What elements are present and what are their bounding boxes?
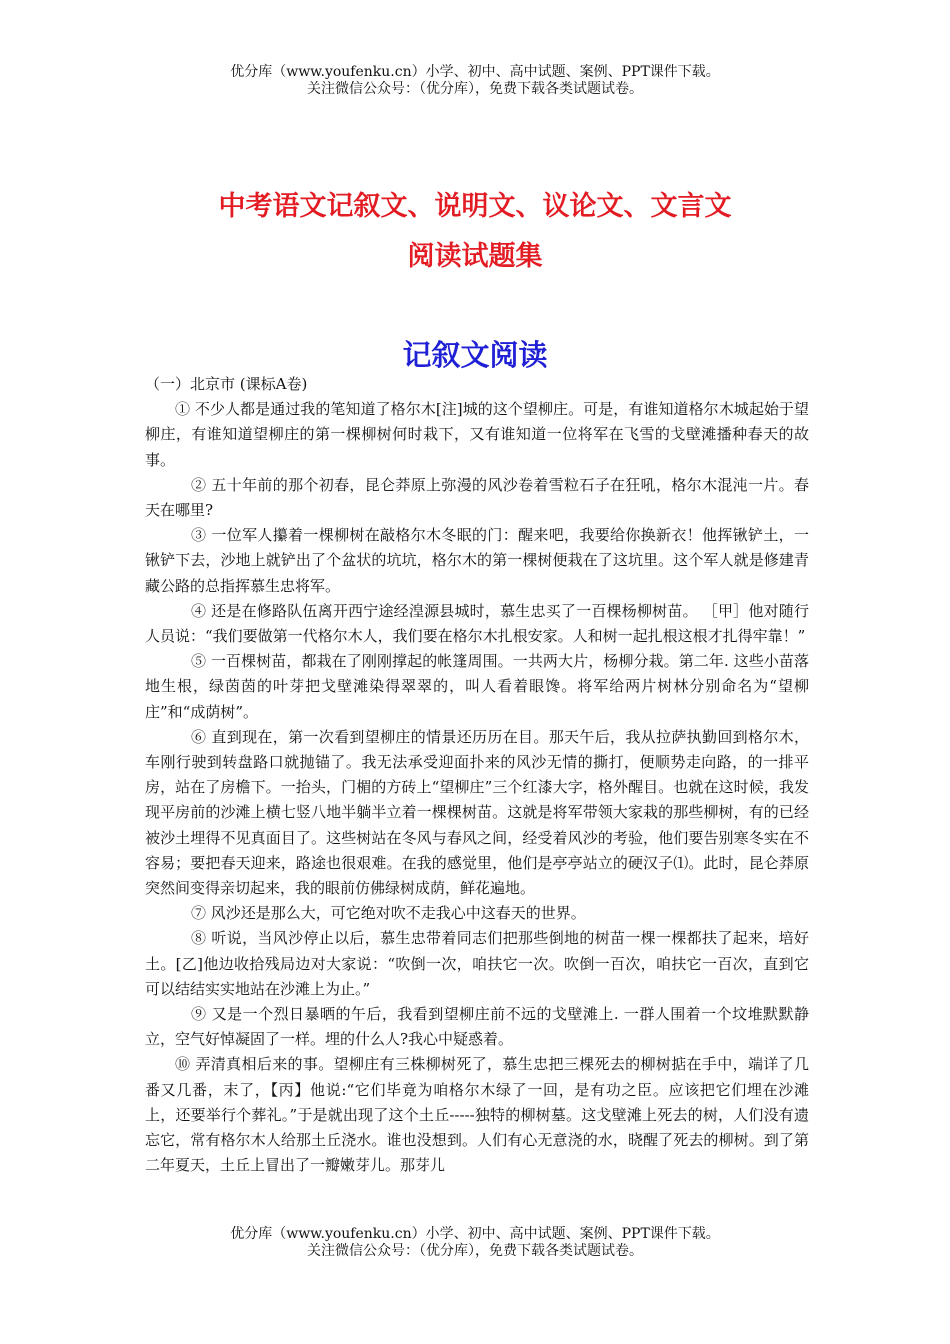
subheading: （一）北京市 (课标A卷) <box>145 375 308 393</box>
paragraph-2: ② 五十年前的那个初春，昆仑莽原上弥漫的风沙卷着雪粒石子在狂吼，格尔木混沌一片。春天在哪里? <box>145 475 809 520</box>
footer-line-2: 关注微信公众号：（优分库），免费下载各类试题试卷。 <box>307 1243 643 1259</box>
header-line-1: 优分库（www.youfenku.cn）小学、初中、高中试题、案例、PPT课件下载。 <box>230 64 720 80</box>
footer-line-1: 优分库（www.youfenku.cn）小学、初中、高中试题、案例、PPT课件下载。 <box>230 1226 720 1242</box>
section-title: 记叙文阅读 <box>402 338 548 372</box>
doc-title-line-1: 中考语文记叙文、说明文、议论文、文言文 <box>218 191 732 222</box>
paragraph-3: ③ 一位军人攥着一棵柳树在敲格尔木冬眠的门：醒来吧，我要给你换新衣！他挥锹铲土，一锹铲下去，沙地上就铲出了个盆状的坑坑，格尔木的第一棵树便栽在了这坑里。这个军人就是修建青藏公路的总指挥慕生忠将军。 <box>145 526 809 595</box>
article-body <box>145 372 809 1179</box>
header-line-2: 关注微信公众号：（优分库），免费下载各类试题试卷。 <box>307 81 643 97</box>
paragraph-10: ⑩ 弄清真相后来的事。望柳庄有三株柳树死了，慕生忠把三棵死去的柳树掂在手中，端详了几番又几番，末了，【丙】他说:“它们毕竟为咱格尔木绿了一回，是有功之臣。应该把它们埋在沙滩上，还要举行个葬礼。”于是就出现了这个土丘-----独特的柳树墓。这戈壁滩上死去的树，人们没有遗忘它，常有格尔木人给那土丘浇水。谁也没想到。人们有心无意浇的水，晓醒了死去的柳树。到了第二年夏天，土丘上冒出了一瓣嫩芽儿。那芽儿 <box>145 1055 809 1175</box>
doc-title-line-2: 阅读试题集 <box>407 241 543 272</box>
paragraph-5: ⑤ 一百棵树苗，都栽在了刚刚撑起的帐篷周围。一共两大片，杨柳分栽。第二年. 这些小苗落地生根，绿茵茵的叶芽把戈壁滩染得翠翠的，叫人看着眼馋。将军给两片树林分别命名为“望柳庄”和“成荫树”。 <box>145 652 809 721</box>
page-header <box>0 64 950 98</box>
paragraph-6: ⑥ 直到现在，第一次看到望柳庄的情景还历历在目。那天午后，我从拉萨执勤回到格尔木，车刚行驶到转盘路口就抛锚了。我无法承受迎面扑来的风沙无情的撕打，便顺势走向路，的一排平房，站在了房檐下。一抬头，门楣的方砖上“望柳庄”三个红漆大字，格外醒目。也就在这时候，我发现平房前的沙滩上横七竖八地半躺半立着一棵棵树苗。这就是将军带领大家栽的那些柳树，有的已经被沙土埋得不见真面目了。这些树站在冬风与春风之间，经受着风沙的考验，他们要告别寒冬实在不容易；要把春天迎来，路途也很艰难。在我的感觉里，他们是亭亭站立的硬汉子⑴。此时，昆仑莽原突然间变得亲切起来，我的眼前仿佛绿树成荫，鲜花遍地。 <box>145 727 809 898</box>
paragraph-1: ① 不少人都是通过我的笔知道了格尔木[注]城的这个望柳庄。可是，有谁知道格尔木城起始于望柳庄，有谁知道望柳庄的第一棵柳树何时栽下，又有谁知道一位将军在飞雪的戈壁滩播种春天的故事。 <box>145 400 809 469</box>
page-footer <box>0 1226 950 1260</box>
paragraph-7: ⑦ 风沙还是那么大，可它绝对吹不走我心中这春天的世界。 <box>191 904 586 923</box>
paragraph-4: ④ 还是在修路队伍离开西宁途经湟源县城时，慕生忠买了一百棵杨柳树苗。 ［甲］他对随行人员说：“我们要做第一代格尔木人，我们要在格尔木扎根安家。人和树一起扎根这根才扎得牢靠！” <box>145 601 809 646</box>
paragraph-8: ⑧ 听说，当风沙停止以后，慕生忠带着同志们把那些倒地的树苗一棵一棵都扶了起来，培好土。[乙]他边收拾残局边对大家说：“吹倒一次，咱扶它一次。吹倒一百次，咱扶它一百次，直到它可以结结实实地站在沙滩上为止。” <box>145 929 809 998</box>
paragraph-9: ⑨ 又是一个烈日暴晒的午后，我看到望柳庄前不远的戈壁滩上. 一群人围着一个坟堆默默静立，空气好悼凝固了一样。埋的什么人?我心中疑惑着。 <box>145 1005 809 1049</box>
